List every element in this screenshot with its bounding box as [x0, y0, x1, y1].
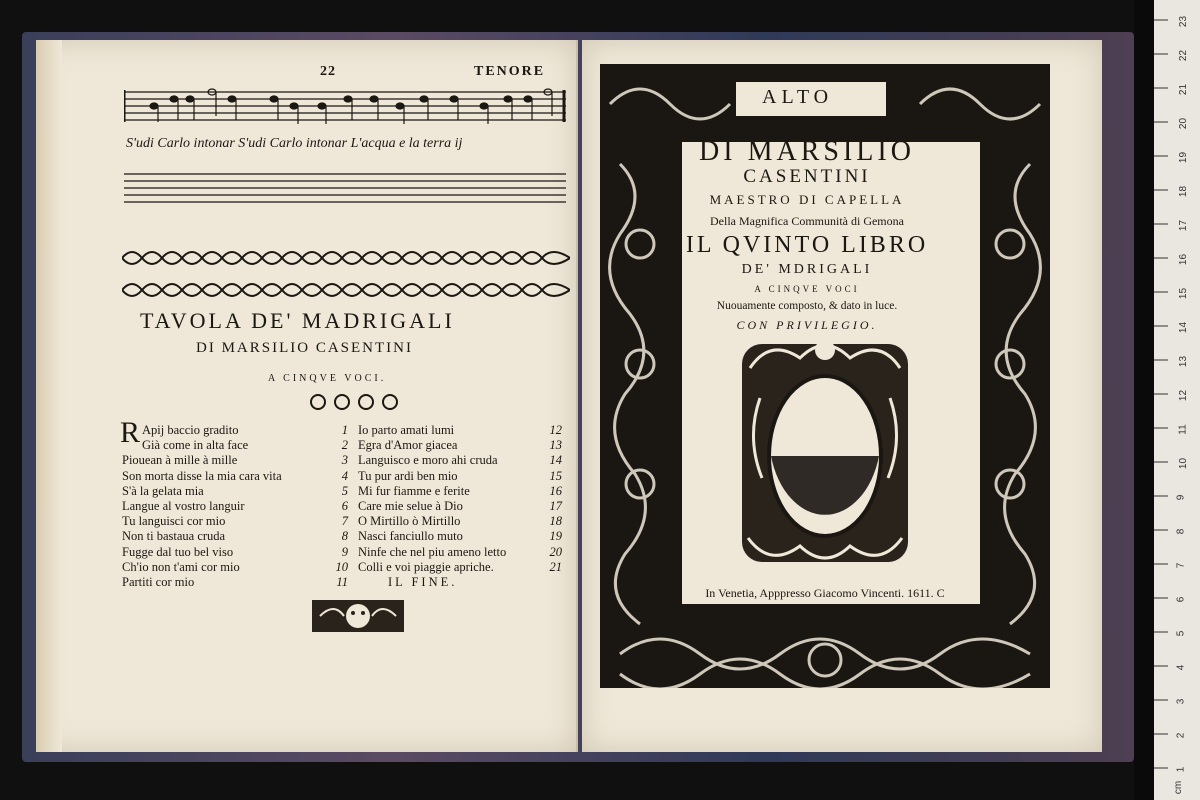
ruler-mark: 18 — [1178, 185, 1190, 198]
toc-entry: S'à la gelata mia — [122, 483, 204, 498]
toc-entry: Tu pur ardi ben mio — [358, 468, 458, 483]
toc-entry: Mi fur fiamme e ferite — [358, 483, 470, 498]
music-staff — [124, 86, 566, 126]
toc-number: 14 — [549, 453, 562, 468]
toc-number: 10 — [335, 559, 348, 574]
left-page — [36, 40, 578, 752]
toc-number: 4 — [341, 468, 348, 483]
tavola-voci: A CINQVE VOCI. — [268, 373, 387, 384]
toc-number: 12 — [549, 423, 562, 437]
toc-entry: Languisco e moro ahi cruda — [358, 453, 498, 468]
drop-capital: R — [120, 416, 141, 449]
tavola-title: TAVOLA DE' MADRIGALI — [140, 308, 455, 333]
small-ornament — [304, 392, 408, 412]
imprint: In Venetia, Apppresso Giacomo Vincenti. 1611. C — [705, 586, 945, 600]
toc-number: 8 — [341, 529, 348, 544]
toc-number: 3 — [341, 453, 348, 468]
toc-number: 18 — [549, 514, 562, 529]
music-staff-empty — [124, 168, 566, 208]
toc-number: 11 — [336, 574, 348, 589]
toc-entry: Ch'io non t'ami cor mio — [122, 559, 240, 574]
author-line-2: CASENTINI — [743, 166, 871, 187]
page-number: 22 — [320, 64, 336, 79]
ruler-unit: cm — [1173, 780, 1185, 795]
tavola-author: DI MARSILIO CASENTINI — [196, 340, 413, 356]
book-subtitle: DE' MDRIGALI — [741, 262, 873, 277]
ruler-mark: 7 — [1175, 562, 1187, 569]
toc-entry: Tu languisci cor mio — [122, 514, 226, 529]
toc-entry: Langue al vostro languir — [122, 498, 245, 513]
ruler-mark: 2 — [1175, 732, 1187, 739]
printer-device-cartouche — [740, 338, 910, 568]
toc-number: 21 — [549, 559, 562, 574]
toc-number: 1 — [341, 423, 348, 437]
toc-number — [542, 575, 562, 590]
voci-line: A CINQVE VOCI — [754, 284, 860, 294]
toc-entry: Non ti bastaua cruda — [122, 529, 226, 544]
ruler-mark: 21 — [1178, 83, 1190, 96]
toc-entry: Piouean à mille à mille — [122, 453, 238, 468]
ruler-mark: 10 — [1178, 457, 1190, 470]
measuring-ruler — [1154, 0, 1200, 800]
toc-number: 2 — [341, 438, 348, 453]
toc-entry: Care mie selue à Dio — [358, 498, 463, 513]
ruler-mark: 23 — [1178, 15, 1190, 28]
author-role: MAESTRO DI CAPELLA — [709, 192, 905, 207]
toc-entry: Partiti cor mio — [122, 574, 195, 589]
toc-entry: Fugge dal tuo bel viso — [122, 544, 234, 559]
ruler-mark: 13 — [1178, 355, 1190, 368]
toc-left-numbers — [332, 423, 348, 590]
ruler-mark: 8 — [1175, 528, 1187, 535]
ruler-mark: 19 — [1178, 151, 1190, 164]
ruler-mark: 1 — [1175, 766, 1187, 773]
ruler-mark: 4 — [1175, 664, 1187, 671]
mask-ornament — [310, 598, 406, 634]
toc-entry: Io parto amati lumi — [358, 423, 455, 437]
ruler-mark: 15 — [1178, 287, 1190, 300]
composed-line: Nuouamente composto, & dato in luce. — [716, 300, 898, 312]
book-title: IL QVINTO LIBRO — [685, 232, 929, 258]
voice-label: ALTO — [762, 86, 834, 108]
ruler-mark: 20 — [1178, 117, 1190, 130]
right-page — [582, 40, 1102, 752]
author-line-1: DI MARSILIO — [699, 136, 915, 167]
ruler-mark: 16 — [1178, 253, 1190, 266]
toc-number: 17 — [549, 498, 562, 513]
toc-entry: Nasci fanciullo muto — [358, 529, 463, 544]
toc-number: 9 — [341, 544, 348, 559]
toc-number: 16 — [549, 483, 562, 498]
community: Della Magnifica Communità di Gemona — [710, 214, 904, 228]
toc-entry: O Mirtillo ò Mirtillo — [358, 514, 461, 529]
ruler-mark: 14 — [1178, 321, 1190, 334]
ruler-mark: 17 — [1178, 219, 1190, 232]
voice-header: TENORE — [474, 64, 546, 79]
ruler-mark: 22 — [1178, 49, 1190, 62]
ruler-mark: 9 — [1175, 494, 1187, 501]
ruler-mark: 3 — [1175, 698, 1187, 705]
toc-number: 7 — [341, 514, 348, 529]
background-gap — [1134, 0, 1154, 800]
toc-number: 13 — [549, 438, 562, 453]
toc-entry: Già come in alta face — [142, 438, 249, 453]
privilege-line: CON PRIVILEGIO. — [736, 318, 878, 332]
ornament-band — [122, 278, 570, 302]
toc-right-numbers — [542, 423, 562, 590]
toc-number: 6 — [341, 498, 348, 513]
toc-number: 15 — [549, 468, 562, 483]
ruler-mark: 5 — [1175, 630, 1187, 637]
toc-entry: Colli e voi piaggie apriche. — [358, 559, 494, 574]
toc-entry: Apij baccio gradito — [142, 423, 239, 437]
ruler-mark: 11 — [1177, 424, 1189, 435]
toc-left-column — [122, 423, 282, 590]
toc-right-column — [358, 423, 506, 590]
toc-entry: Egra d'Amor giacea — [358, 438, 458, 453]
toc-entry: Son morta disse la mia cara vita — [122, 468, 282, 483]
toc-fine: IL FINE. — [388, 574, 458, 589]
toc-number: 19 — [549, 529, 562, 544]
ruler-mark: 12 — [1178, 389, 1190, 402]
ruler-ticks — [1154, 0, 1200, 800]
ornament-band — [122, 246, 570, 270]
toc-number: 5 — [341, 483, 348, 498]
toc-entry: Ninfe che nel piu ameno letto — [358, 544, 507, 559]
ruler-mark: 6 — [1175, 596, 1187, 603]
toc-number: 20 — [549, 544, 562, 559]
music-lyrics: S'udi Carlo intonar S'udi Carlo intonar L'acqua e la terra ij — [126, 136, 463, 151]
